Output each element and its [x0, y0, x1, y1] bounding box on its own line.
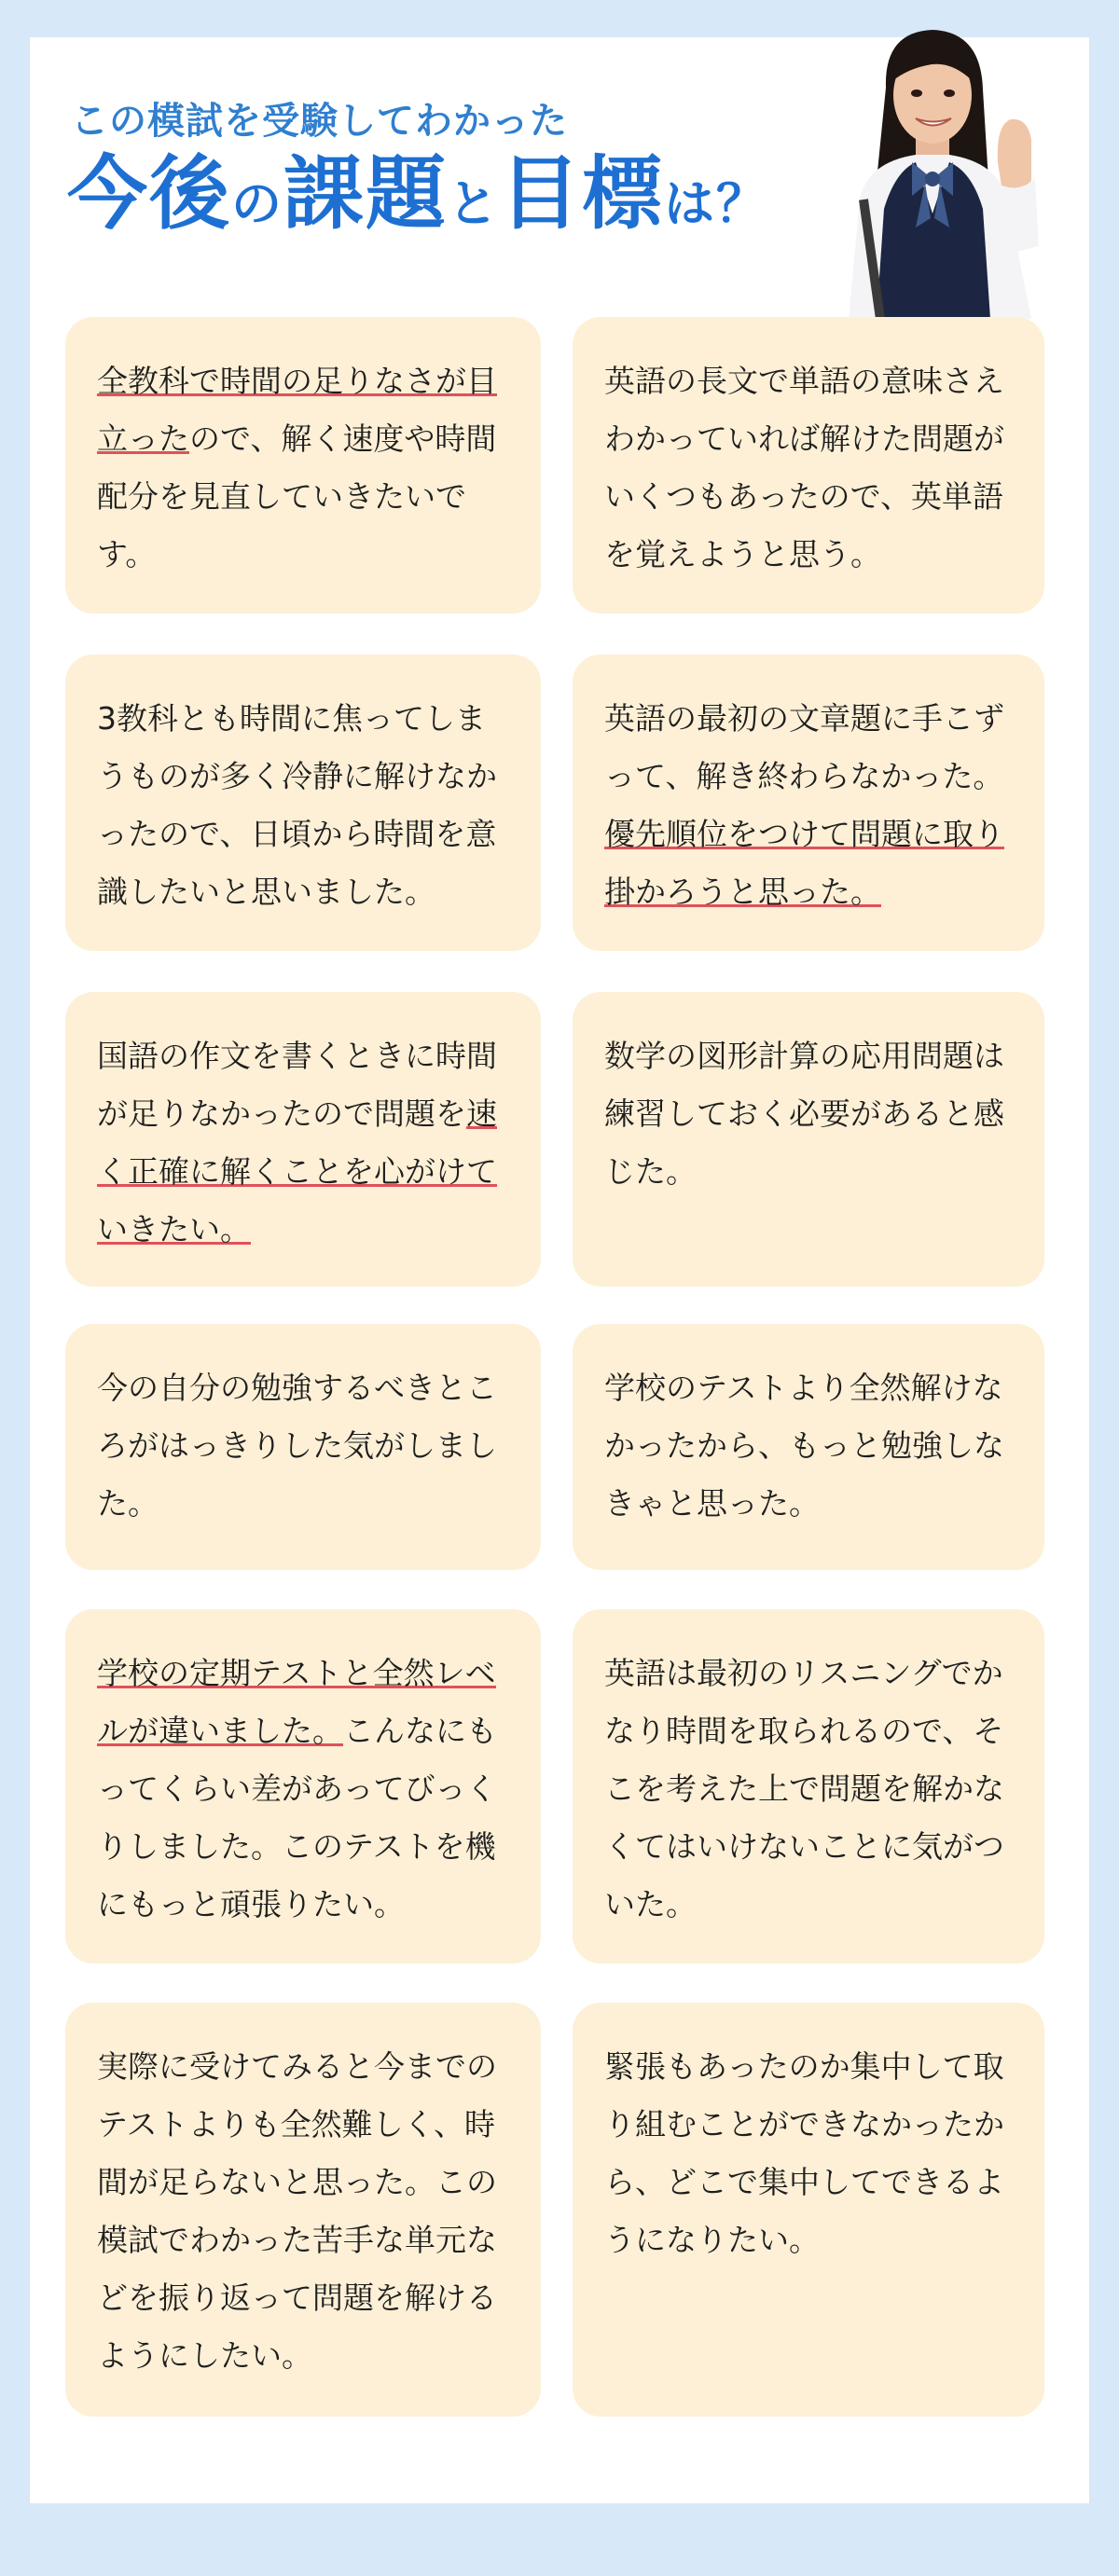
- comment-text: 実際に受けてみると今までのテストよりも全然難しく、時間が足らないと思った。この模試でわかった苦手な単元などを振り返って問題を解けるようにしたい。: [97, 2048, 497, 2374]
- comment-text: 学校の定期テストと全然レベルが違いました。こんなにもってくらい差があってびっくりしました。このテストを機にもっと頑張りたい。: [97, 1655, 497, 1922]
- comment-text: 今の自分の勉強するべきところがはっきりした気がしました。: [97, 1370, 497, 1522]
- highlight: 優先順位をつけて問題に取り掛かろうと思った。: [604, 816, 1004, 910]
- comment-card: [573, 1324, 1044, 1570]
- comment-card: [573, 654, 1044, 951]
- page-title: [67, 147, 768, 241]
- student-photo: [811, 22, 1050, 319]
- title-part: の: [231, 174, 283, 233]
- highlight: 全教科で時間の足りなさが目立った: [97, 363, 497, 457]
- comment-text: 全教科で時間の足りなさが目立ったので、解く速度や時間配分を見直していきたいです。: [97, 363, 497, 572]
- comment-card: [65, 654, 541, 951]
- title-part: と: [448, 174, 500, 233]
- highlight: 学校の定期テストと全然レベルが違いました。: [97, 1655, 496, 1749]
- comment-text: 数学の図形計算の応用問題は練習しておく必要があると感じた。: [604, 1038, 1004, 1190]
- comment-text: 緊張もあったのか集中して取り組むことができなかったから、どこで集中してできるようになりたい。: [604, 2048, 1004, 2258]
- comment-card: [65, 1324, 541, 1570]
- comment-text: 3教科とも時間に焦ってしまうものが多く冷静に解けなかったので、日頃から時間を意識したいと思いました。: [97, 700, 497, 910]
- highlight: 速く正確に解くことを心がけていきたい。: [97, 1095, 497, 1247]
- title-part: 今後: [67, 147, 231, 241]
- title-part: 目標: [500, 147, 664, 241]
- comment-card: [573, 317, 1044, 613]
- comment-card: [573, 992, 1044, 1287]
- title-part: は？: [664, 174, 768, 233]
- comment-text: 英語の最初の文章題に手こずって、解き終わらなかった。優先順位をつけて問題に取り掛かろうと思った。: [604, 700, 1004, 910]
- comment-card: [65, 1609, 541, 1963]
- header: [30, 37, 1089, 317]
- comment-card: [573, 1609, 1044, 1963]
- comment-text: 学校のテストより全然解けなかったから、もっと勉強しなきゃと思った。: [604, 1370, 1004, 1522]
- subtitle: この模試を受験してわかった: [71, 100, 568, 143]
- comment-card: [573, 2003, 1044, 2417]
- comment-text: 英語の長文で単語の意味さえわかっていれば解けた問題がいくつもあったので、英単語を覚えようと思う。: [604, 363, 1004, 572]
- content-panel: [30, 37, 1089, 2503]
- comment-text: 国語の作文を書くときに時間が足りなかったので問題を速く正確に解くことを心がけていきたい。: [97, 1038, 497, 1247]
- title-part: 課題: [283, 147, 448, 241]
- comment-card: [65, 2003, 541, 2417]
- comment-text: 英語は最初のリスニングでかなり時間を取られるので、そこを考えた上で問題を解かなくてはいけないことに気がついた。: [604, 1655, 1004, 1922]
- comment-card: [65, 992, 541, 1287]
- comment-card: [65, 317, 541, 613]
